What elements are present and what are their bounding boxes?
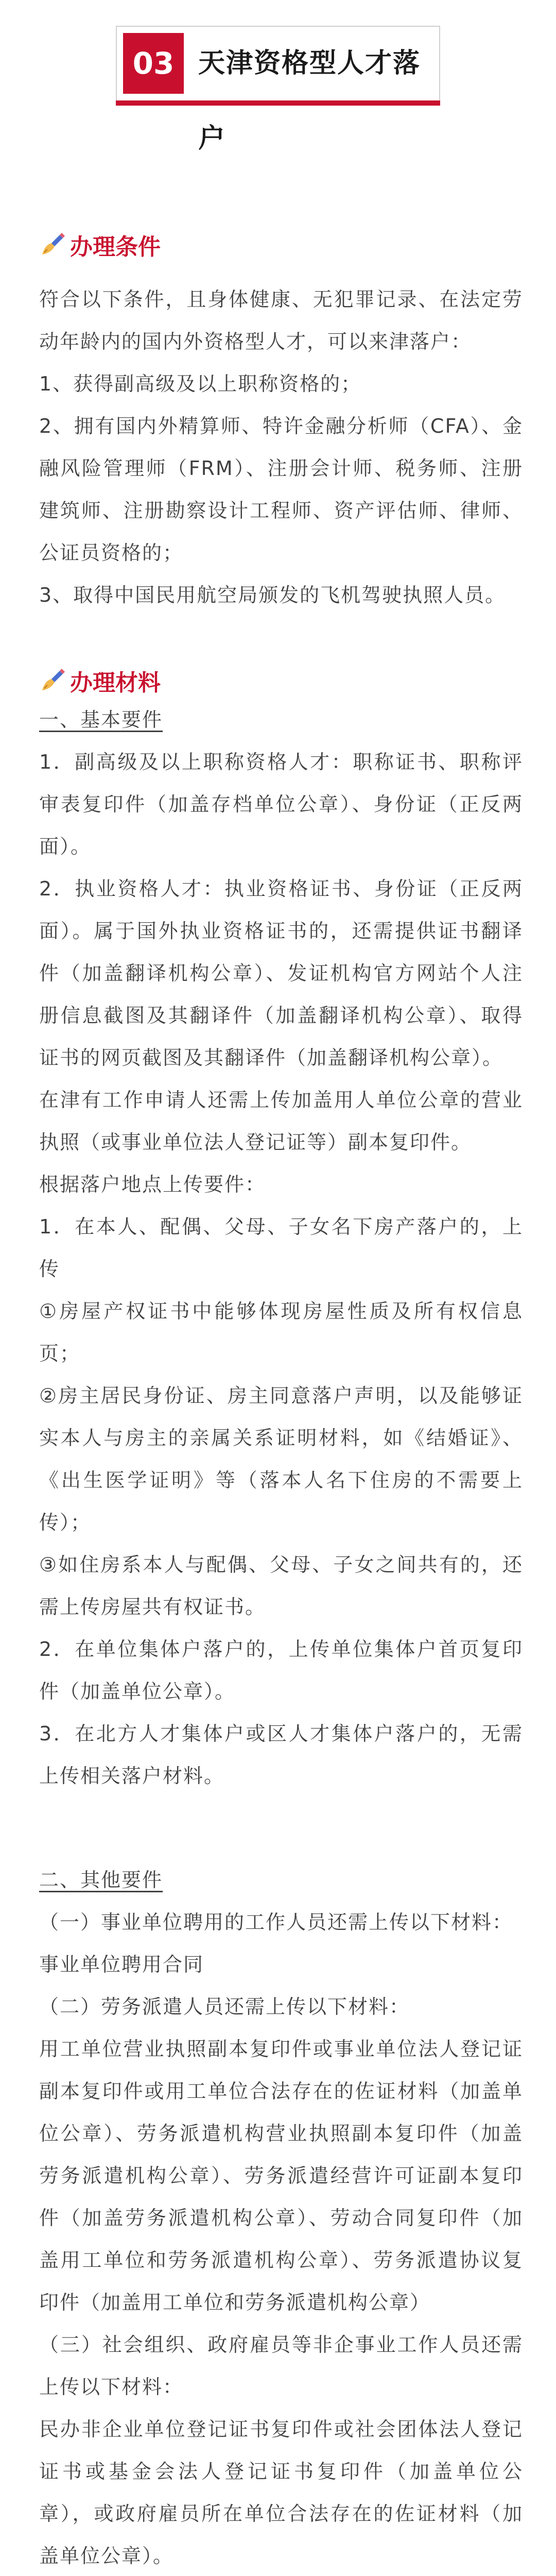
basic-paragraph: 1．在本人、配偶、父母、子女名下房产落户的，上传 xyxy=(39,1215,523,1280)
basic-paragraph: 3．在北方人才集体户或区人才集体户落户的，无需上传相关落户材料。 xyxy=(39,1722,523,1787)
basic-paragraph: 2．执业资格人才：执业资格证书、身份证（正反两面）。属于国外执业资格证书的，还需提供证书翻译件（加盖翻译机构公章）、发证机构官方网站个人注册信息截图及其翻译件（加盖翻译机构公章）、取得证书的网页截图及其翻译件（加盖翻译机构公章）。 xyxy=(39,877,523,1069)
materials-title: 办理材料 xyxy=(70,670,161,696)
basic-paragraph: ②房主居民身份证、房主同意落户声明，以及能够证实本人与房主的亲属关系证明材料，如《结婚证》、《出生医学证明》等（落本人名下住房的不需要上传）； xyxy=(39,1384,523,1534)
conditions-paragraph: 符合以下条件，且身体健康、无犯罪记录、在法定劳动年龄内的国内外资格型人才，可以来津落户： xyxy=(39,288,523,353)
other-paragraph: （一）事业单位聘用的工作人员还需上传以下材料： xyxy=(39,1911,513,1934)
basic-paragraph: ①房屋产权证书中能够体现房屋性质及所有权信息页； xyxy=(39,1300,523,1365)
writing-hand-icon xyxy=(39,668,65,693)
other-paragraph: 事业单位聘用合同 xyxy=(39,1953,204,1976)
other-requirements-subheading: 二、其他要件 xyxy=(39,1869,163,1891)
header-underline xyxy=(116,100,440,106)
basic-paragraph: 1．副高级及以上职称资格人才：职称证书、职称评审表复印件（加盖存档单位公章）、身份证（正反两面）。 xyxy=(39,751,523,858)
basic-requirements-subheading: 一、基本要件 xyxy=(39,708,163,731)
basic-paragraph: ③如住房系本人与配偶、父母、子女之间共有的，还需上传房屋共有权证书。 xyxy=(39,1553,523,1618)
basic-paragraph: 2．在单位集体户落户的，上传单位集体户首页复印件（加盖单位公章）。 xyxy=(39,1638,523,1703)
article-content xyxy=(39,227,523,2576)
conditions-paragraph: 2、拥有国内外精算师、特许金融分析师（CFA）、金融风险管理师（FRM）、注册会计师、税务师、注册建筑师、注册勘察设计工程师、资产评估师、律师、公证员资格的； xyxy=(39,415,523,564)
conditions-title: 办理条件 xyxy=(70,234,161,260)
conditions-paragraph: 3、取得中国民用航空局颁发的飞机驾驶执照人员。 xyxy=(39,584,506,606)
header-number-badge: 03 xyxy=(123,33,184,94)
writing-hand-icon xyxy=(39,232,65,258)
header-title: 天津资格型人才落户 xyxy=(198,48,421,154)
other-paragraph: 用工单位营业执照副本复印件或事业单位法人登记证副本复印件或用工单位合法存在的佐证材料（加盖单位公章）、劳务派遣机构营业执照副本复印件（加盖劳务派遣机构公章）、劳务派遣经营许可证副本复印件（加盖劳务派遣机构公章）、劳动合同复印件（加盖用工单位和劳务派遣机构公章）、劳务派遣协议复印件（加盖用工单位和劳务派遣机构公章） xyxy=(39,2038,523,2314)
other-paragraph: （二）劳务派遣人员还需上传以下材料： xyxy=(39,1995,410,2018)
materials-heading xyxy=(39,663,523,699)
basic-paragraph: 在津有工作申请人还需上传加盖用人单位公章的营业执照（或事业单位法人登记证等）副本复印件。 xyxy=(39,1089,523,1154)
basic-paragraph: 根据落户地点上传要件： xyxy=(39,1173,266,1196)
section-header xyxy=(116,26,440,154)
other-paragraph: （三）社会组织、政府雇员等非企事业工作人员还需上传以下材料： xyxy=(39,2333,523,2398)
conditions-paragraph: 1、获得副高级及以上职称资格的； xyxy=(39,372,362,395)
other-paragraph: 民办非企业单位登记证书复印件或社会团体法人登记证书或基金会法人登记证书复印件（加盖单位公章），或政府雇员所在单位合法存在的佐证材料（加盖单位公章）。 xyxy=(39,2418,523,2567)
conditions-heading xyxy=(39,227,523,263)
